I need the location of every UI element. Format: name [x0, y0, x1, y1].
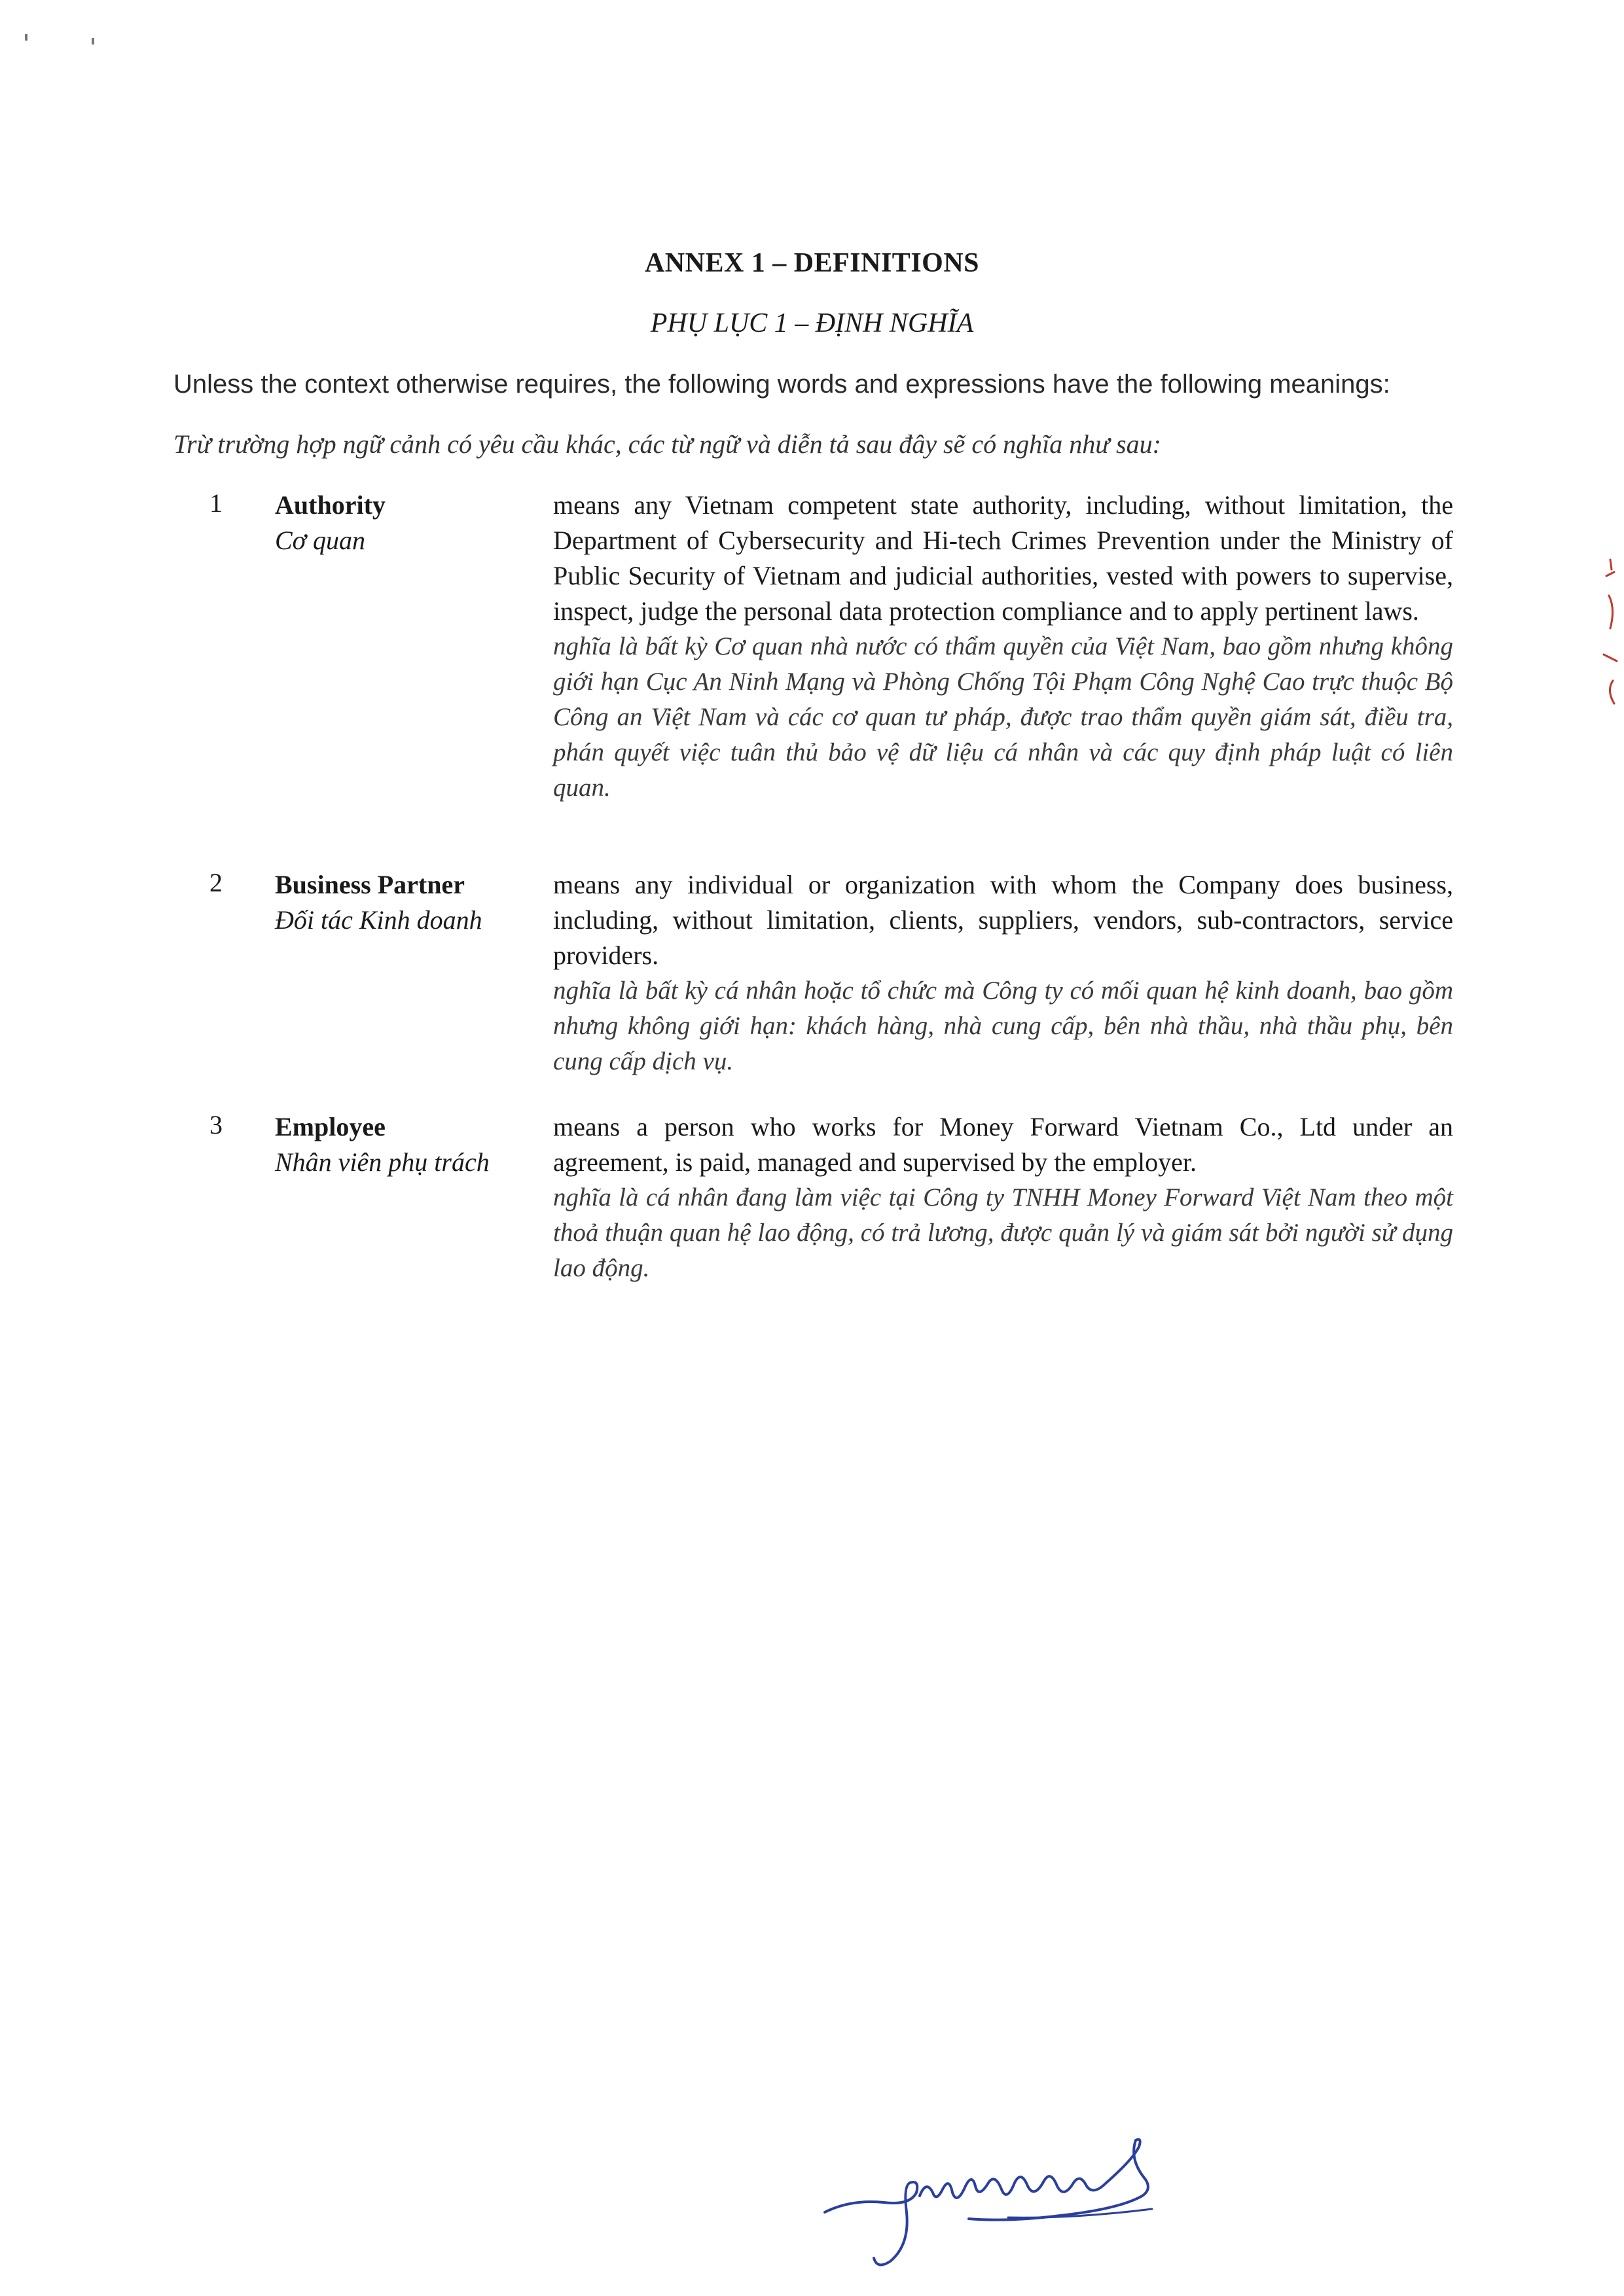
term-vietnamese: Cơ quan [275, 526, 366, 555]
definition-term [275, 1109, 550, 1180]
annex-title: ANNEX 1 – DEFINITIONS [644, 248, 980, 278]
scan-speck [25, 34, 27, 41]
definition-english: means any Vietnam competent state authority, including, without limitation, the Department of Cybersecurity and Hi-tech Crimes Prevention under the Ministry of Public Security of Vietnam and judicial authorities, vested with powers to supervise, inspect, judge the personal data protection compliance and to apply pertinent laws. [553, 490, 1453, 626]
definition-vietnamese: nghĩa là bất kỳ cá nhân hoặc tổ chức mà Công ty có mối quan hệ kinh doanh, bao gồm nhưng không giới hạn: khách hàng, nhà cung cấp, bên nhà thầu, nhà thầu phụ, bên cung cấp dịch vụ. [553, 977, 1453, 1075]
definition-number: 2 [209, 868, 223, 897]
term-english: Business Partner [275, 870, 465, 899]
term-english: Authority [275, 490, 386, 520]
handwritten-signature [812, 2121, 1178, 2271]
definition-english: means any individual or organization with whom the Company does business, including, without limitation, clients, suppliers, vendors, sub-contractors, service providers. [553, 870, 1453, 970]
scan-speck [92, 38, 94, 45]
definition-body [553, 488, 1453, 806]
intro-text: Unless the context otherwise requires, the following words and expressions have the following meanings: [173, 370, 1390, 399]
term-vietnamese: Nhân viên phụ trách [275, 1147, 490, 1177]
edge-initial-mark [1597, 556, 1623, 713]
definition-number: 1 [209, 488, 223, 518]
definition-body [553, 867, 1453, 1079]
definition-term [275, 488, 550, 558]
intro-text-vietnamese: Trừ trường hợp ngữ cảnh có yêu cầu khác, các từ ngữ và diễn tả sau đây sẽ có nghĩa như sau: [173, 429, 1161, 459]
definition-body [553, 1109, 1453, 1286]
definition-vietnamese: nghĩa là cá nhân đang làm việc tại Công ty TNHH Money Forward Việt Nam theo một thoả thuận quan hệ lao động, có trả lương, được quản lý và giám sát bởi người sử dụng lao động. [553, 1183, 1453, 1282]
term-english: Employee [275, 1112, 386, 1141]
definition-english: means a person who works for Money Forward Vietnam Co., Ltd under an agreement, is paid, managed and supervised by the employer. [553, 1112, 1453, 1177]
definition-number: 3 [209, 1110, 223, 1139]
term-vietnamese: Đối tác Kinh doanh [275, 905, 482, 935]
annex-title-vietnamese: PHỤ LỤC 1 – ĐỊNH NGHĨA [650, 308, 974, 338]
definition-term [275, 867, 550, 938]
definition-vietnamese: nghĩa là bất kỳ Cơ quan nhà nước có thẩm quyền của Việt Nam, bao gồm nhưng không giới hạn Cục An Ninh Mạng và Phòng Chống Tội Phạm Công Nghệ Cao trực thuộc Bộ Công an Việt Nam và các cơ quan tư pháp, được trao thẩm quyền giám sát, điều tra, phán quyết việc tuân thủ bảo vệ dữ liệu cá nhân và các quy định pháp luật có liên quan. [553, 632, 1453, 802]
